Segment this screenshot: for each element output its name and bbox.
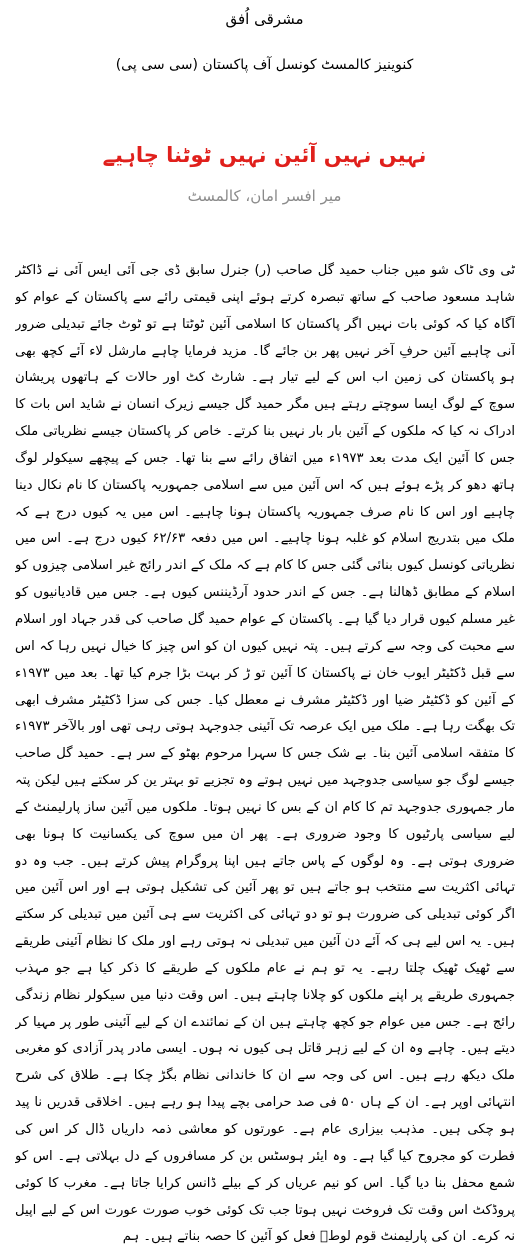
body-paragraph: ٹی وی ٹاک شو میں جناب حمید گل صاحب (ر) جنرل سابق ڈی جی آئی ایس آئی نے ڈاکٹر شاہد مسعود صاحب کے ساتھ تبصرہ کرتے ہوئے اپنی قیمتی رائے سے پاکستان کے عوام کو آگاہ کیا کہ کوئی بات نہیں اگر پاکستان کا اسلامی آئین ٹوٹتا ہے تو ٹوٹ جائے تبدیلی ضرور آنی چاہیے آئین حرفِ آخر نہیں پھر بن جائے گا۔ مزید فرمایا چاہے مارشل لاء آئے کچھ بھی ہو پاکستان کی زمین اب اس کے لیے تیار ہے۔ شارٹ کٹ اور حالات کے ہاتھوں پریشان سوچ کے لوگ ایسا سوچتے رہتے ہیں مگر حمید گل جیسے زیرک انسان نے شاید اس بات کا ادراک نہ کیا کہ ملکوں کے آئین بار بار نہیں بنا کرتے۔ خاص کر پاکستان جیسے نظریاتی ملک جس کا آئین ایک مدت بعد ۱۹۷۳ء میں اتفاق رائے سے بنا تھا۔ جس کے پیچھے سیکولر لوگ ہاتھ دھو کر پڑے ہوئے ہیں کہ اس آئین میں سے اسلامی جمہوریہ پاکستان کا نام نکال دینا چاہیے اور اس کا نام صرف جمہوریہ پاکستان ہونا چاہیے۔ اس میں یہ کیوں درج ہے کہ ملک میں بتدریج اسلام کو غلبہ ہونا چاہیے۔ اس میں دفعہ ۶۲/۶۳ کیوں درج ہے۔ اس میں نظریاتی کونسل کیوں بنائی گئی جس کا کام ہے کہ ملک کے اندر رائج غیر اسلامی چیزوں کو اسلام کے مطابق ڈھالنا ہے۔ جس کے اندر حدود آرڈیننس کیوں ہے۔ جس میں قادیانیوں کو غیر مسلم کیوں قرار دیا گیا ہے۔ پاکستان کے عوام حمید گل صاحب کی قدر جہاد اور اسلام سے محبت کی وجہ سے کرتے ہیں۔ پتہ نہیں کیوں ان کو اس چیز کا خیال نہیں رہا کہ اس سے قبل ڈکٹیٹر ایوب خان نے پاکستان کا آئین تو ڑ کر بہت بڑا جرم کیا تھا۔ بعد میں ۱۹۷۳ء کے آئین کو ڈکٹیٹر ضیا اور ڈکٹیٹر مشرف نے معطل کیا۔ جس کی سزا ڈکٹیٹر مشرف ابھی تک بھگت رہا ہے۔ ملک میں ایک عرصہ تک آئینی جدوجہد ہوتی رہی تھی اور بالآخر ۱۹۷۳ء کا متفقہ اسلامی آئین بنا۔ بے شک جس کا سہرا مرحوم بھٹو کے سر ہے۔ حمید گل صاحب جیسے لوگ جو سیاسی جدوجہد میں نہیں ہوتے وہ تجزیے تو بہتر ین کر سکتے ہیں لیکن پتہ مار جمہوری جدوجہد تم کا کام ان کے بس کا نہیں ہوتا۔ ملکوں میں آئین ساز پارلیمنٹ کے لیے سیاسی پارٹیوں کا وجود ضروری ہے۔ پھر ان میں سوچ کی یکسانیت کا ہونا بھی ضروری ہوتی ہے۔ وہ لوگوں کے پاس جاتے ہیں اپنا پروگرام پیش کرتے ہیں۔ جب وہ دو تہائی اکثریت سے منتخب ہو جاتے ہیں تو پھر آئین کی تشکیل ہوتی ہے اور اس آئین میں اگر کوئی تبدیلی کی ضرورت ہو تو دو تہائی کی اکثریت سے ہی آئین میں تبدیلی کر سکتے ہیں۔ یہ اس لیے ہی کہ آئے دن آئین میں تبدیلی نہ ہوتی رہے اور ملک کا نظام آئینی طریقے سے ٹھیک ٹھیک چلتا رہے۔ یہ تو ہم نے عام ملکوں کے طریقے کا ذکر کیا ہے جو مہذب جمہوری طریقے پر اپنے ملکوں کو چلانا چاہتے ہیں۔ اس وقت دنیا میں سیکولر نظام زندگی رائج ہے۔ جس میں عوام جو کچھ چاہتے ہیں ان کے نمائندے ان کے لیے آئینی طور پر مہیا کر دیتے ہیں۔ چاہے وہ ان کے لیے زہر قاتل ہی کیوں نہ ہوں۔ ایسی مادر پدر آزادی کو مغربی ملک دیکھ رہے ہیں۔ اس کی وجہ سے ان کا خاندانی نظام بگڑ چکا ہے۔ طلاق کی شرح انتہائی اوپر ہے۔ ان کے ہاں ۵۰ فی صد حرامی بچے پیدا ہو رہے ہیں۔ اخلاقی قدریں نا پید ہو چکی ہیں۔ مذہب بیزاری عام ہے۔ عورتوں کو معاشی ذمہ داریاں ڈال کر اس کی فطرت کو مجروح کیا گیا ہے۔ وہ ایئر ہوسٹس بن کر مسافروں کے دل بہلاتی ہے۔ اس کو شمع محفل بنا دیا گیا۔ اس کو نیم عریاں کر کے بیلے ڈانس کرایا جاتا ہے۔ مغرب کا کوئی پروڈکٹ اس وقت تک فروخت نہیں ہوتا جب تک کوئی خوب صورت عورت اس کے لیے اپیل نہ کرے۔ ان کی پارلیمنٹ قوم لوطؑ فعل کو آئین کا حصہ بناتے ہیں۔ ہم <box>15 263 515 1245</box>
masthead <box>0 8 529 76</box>
article-body <box>15 258 515 1248</box>
column-affiliation: کنوینیز کالمسٹ کونسل آف پاکستان (سی سی پی) <box>115 57 414 73</box>
newspaper-name: مشرقی اُفق <box>225 10 304 28</box>
article-headline: نہیں نہیں آئین نہیں ٹوٹنا چاہیے <box>102 143 427 167</box>
article-author: میر افسر امان، کالمسٹ <box>187 187 342 205</box>
